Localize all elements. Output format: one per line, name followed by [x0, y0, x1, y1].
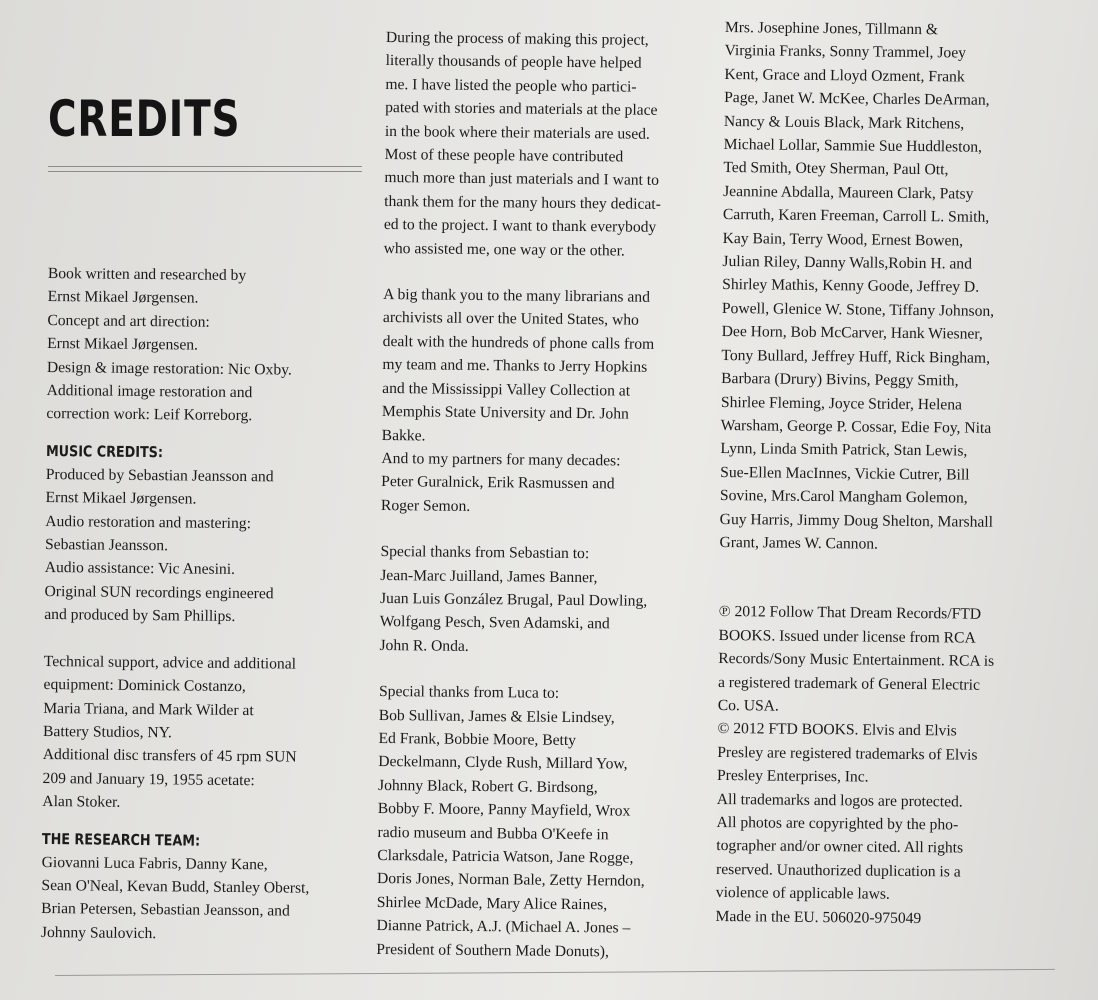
text-line: Produced by Sebastian Jeansson and — [45, 465, 274, 486]
text-line: Juan Luis González Brugal, Paul Dowling, — [379, 589, 648, 610]
text-line: Lynn, Linda Smith Patrick, Stan Lewis, — [720, 440, 968, 460]
text-line: ℗ 2012 Follow That Dream Records/FTD — [718, 603, 982, 624]
text-line: Clarksdale, Patricia Watson, Jane Rogge, — [377, 846, 634, 867]
text-line: Original SUN recordings engineered — [44, 582, 274, 603]
text-line: radio museum and Bubba O'Keefe in — [377, 823, 609, 843]
text-line: Bakke. — [381, 426, 426, 444]
text-line: Shirlee Fleming, Joyce Strider, Helena — [720, 393, 963, 414]
sebastian-thanks — [379, 540, 700, 660]
text-line: ed to the project. I want to thank everybody — [383, 216, 657, 237]
text-line: Ed Frank, Bobbie Moore, Betty — [378, 729, 577, 749]
text-line: Shirlee McDade, Mary Alice Raines, — [376, 893, 608, 914]
text-line: Deckelmann, Clyde Rush, Millard Yow, — [378, 753, 628, 773]
text-line: violence of applicable laws. — [715, 884, 890, 903]
text-line: Brian Petersen, Sebastian Jeansson, and — [41, 900, 290, 920]
text-line: Wolfgang Pesch, Sven Adamski, and — [379, 613, 610, 633]
column-names-legal — [715, 16, 1060, 931]
research-team-heading: THE RESEARCH TEAM: — [41, 829, 201, 850]
text-line: All trademarks and logos are protected. — [716, 790, 963, 811]
text-line: Bobby F. Moore, Panny Mayfield, Wrox — [377, 800, 631, 820]
legal-notice — [715, 600, 1053, 931]
text-line: John R. Onda. — [379, 636, 469, 655]
text-line: Giovanni Luca Fabris, Danny Kane, — [41, 853, 268, 873]
text-line: Alan Stoker. — [42, 793, 121, 811]
text-line: Julian Riley, Danny Walls,Robin H. and — [722, 253, 973, 273]
text-line: Guy Harris, Jimmy Doug Shelton, Marshall — [719, 510, 994, 531]
text-line: reserved. Unauthorized duplication is a — [715, 860, 961, 881]
text-line: 209 and January 19, 1955 acetate: — [42, 769, 255, 789]
text-line: Sebastian Jeansson. — [44, 536, 169, 555]
text-line: Doris Jones, Norman Bale, Zetty Herndon, — [376, 870, 645, 891]
text-line: Most of these people have contributed — [384, 146, 624, 166]
text-line: Sue-Ellen MacInnes, Vickie Cutrer, Bill — [720, 463, 970, 484]
text-line: a registered trademark of General Electric — [717, 673, 981, 694]
text-line: Presley are registered trademarks of Elvis — [717, 743, 978, 764]
text-line: Design & image restoration: Nic Oxby. — [46, 358, 292, 379]
text-line: Special thanks from Luca to: — [378, 683, 560, 703]
text-line: Page, Janet W. McKee, Charles DeArman, — [724, 89, 990, 109]
text-line: who assisted me, one way or the other. — [383, 239, 625, 260]
librarians-paragraph — [381, 283, 703, 520]
text-line: correction work: Leif Korreborg. — [46, 405, 253, 425]
text-line: Barbara (Drury) Bivins, Peggy Smith, — [721, 370, 959, 390]
text-line: Michael Lollar, Sammie Sue Huddleston, — [723, 136, 983, 156]
text-line: Audio restoration and mastering: — [45, 512, 252, 532]
text-line: Presley Enterprises, Inc. — [716, 767, 869, 786]
column-credits — [41, 262, 368, 947]
text-line: pated with stories and materials at the place — [385, 99, 658, 120]
text-line: Johnny Black, Robert G. Birdsong, — [377, 776, 598, 797]
text-line: All photos are copyrighted by the pho- — [716, 813, 959, 834]
text-line: archivists all over the United States, who — [382, 309, 639, 330]
text-line: Made in the EU. 506020-975049 — [715, 907, 922, 927]
text-line: and the Mississippi Valley Collection at — [382, 379, 631, 400]
text-line: Shirley Mathis, Kenny Goode, Jeffrey D. — [722, 276, 980, 297]
text-line: Sean O'Neal, Kevan Budd, Stanley Oberst, — [41, 876, 310, 897]
text-line: Dianne Patrick, A.J. (Michael A. Jones – — [376, 917, 631, 937]
text-line: Special thanks from Sebastian to: — [380, 543, 590, 563]
text-line: BOOKS. Issued under license from RCA — [718, 626, 976, 647]
text-line: Mrs. Josephine Jones, Tillmann & — [724, 18, 939, 39]
text-line: During the process of making this project, — [385, 28, 649, 49]
bottom-rule — [55, 969, 1055, 976]
text-line: Memphis State University and Dr. John — [381, 403, 629, 423]
text-line: And to my partners for many decades: — [381, 449, 621, 470]
text-line: Ernst Mikael Jørgensen. — [47, 335, 199, 354]
text-line: my team and me. Thanks to Jerry Hopkins — [382, 356, 648, 377]
text-line: Kay Bain, Terry Wood, Ernest Bowen, — [722, 229, 964, 250]
text-line: President of Southern Made Donuts), — [376, 940, 609, 961]
text-line: Book written and researched by — [47, 264, 247, 285]
text-line: Carruth, Karen Freeman, Carroll L. Smith, — [722, 206, 990, 227]
intro-paragraph — [384, 26, 706, 263]
text-line: Audio assistance: Vic Anesini. — [44, 559, 236, 579]
text-line: Tony Bullard, Jeffrey Huff, Rick Bingham, — [721, 346, 991, 367]
text-line: Co. USA. — [717, 696, 779, 715]
text-line: Dee Horn, Bob McCarver, Hank Wiesner, — [721, 323, 983, 343]
text-line: Ted Smith, Otey Sherman, Paul Ott, — [723, 159, 949, 179]
book-credits — [46, 262, 368, 429]
thanks-names-continued — [719, 16, 1060, 558]
text-line: thank them for the many hours they dedicat- — [384, 192, 661, 213]
text-line: dealt with the hundreds of phone calls from — [382, 332, 655, 353]
text-line: Battery Studios, NY. — [42, 722, 172, 742]
text-line: Ernst Mikael Jørgensen. — [45, 489, 197, 508]
page-title: CREDITS — [48, 90, 241, 148]
text-line: Sovine, Mrs.Carol Mangham Golemon, — [719, 487, 968, 507]
text-line: Concept and art direction: — [47, 311, 210, 331]
text-line: and produced by Sam Phillips. — [44, 606, 236, 626]
title-underline — [48, 166, 362, 172]
text-line: Roger Semon. — [380, 496, 471, 515]
text-line: Additional disc transfers of 45 rpm SUN — [42, 746, 297, 766]
text-line: Jeannine Abdalla, Maureen Clark, Patsy — [723, 182, 974, 203]
text-line: Nancy & Louis Black, Mark Ritchens, — [723, 112, 965, 133]
text-line: Technical support, advice and additional — [43, 652, 297, 673]
text-line: Bob Sullivan, James & Elsie Lindsey, — [378, 706, 615, 726]
text-line: A big thank you to the many librarians and — [383, 286, 651, 306]
text-line: Johnny Saulovich. — [40, 923, 157, 942]
text-line: tographer and/or owner cited. All rights — [716, 837, 964, 857]
music-credits-heading: MUSIC CREDITS: — [45, 441, 164, 462]
text-line: in the book where their materials are used. — [384, 122, 650, 143]
text-line: Records/Sony Music Entertainment. RCA is — [718, 650, 995, 671]
text-line: literally thousands of people have helped — [385, 52, 642, 73]
text-line: Virginia Franks, Sonny Trammel, Joey — [724, 42, 967, 62]
text-line: Peter Guralnick, Erik Rasmussen and — [381, 473, 615, 493]
text-line: much more than just materials and I want to — [384, 169, 660, 190]
text-line: equipment: Dominick Costanzo, — [43, 676, 246, 696]
music-credits — [44, 463, 366, 630]
technical-support — [42, 650, 364, 817]
text-line: Ernst Mikael Jørgensen. — [47, 288, 199, 307]
text-line: Grant, James W. Cannon. — [719, 533, 879, 553]
text-line: Jean-Marc Juilland, James Banner, — [380, 566, 598, 586]
text-line: Maria Triana, and Mark Wilder at — [43, 699, 254, 719]
text-line: me. I have listed the people who partici- — [385, 75, 637, 96]
column-thanks — [376, 26, 706, 964]
text-line: Kent, Grace and Lloyd Ozment, Frank — [724, 65, 965, 86]
text-line: Additional image restoration and — [46, 382, 253, 402]
text-line: Warsham, George P. Cossar, Edie Foy, Nita — [720, 416, 992, 437]
research-team — [41, 850, 362, 947]
luca-thanks — [376, 680, 699, 964]
text-line: © 2012 FTD BOOKS. Elvis and Elvis — [717, 720, 957, 740]
text-line: Powell, Glenice W. Stone, Tiffany Johnson, — [721, 299, 995, 320]
